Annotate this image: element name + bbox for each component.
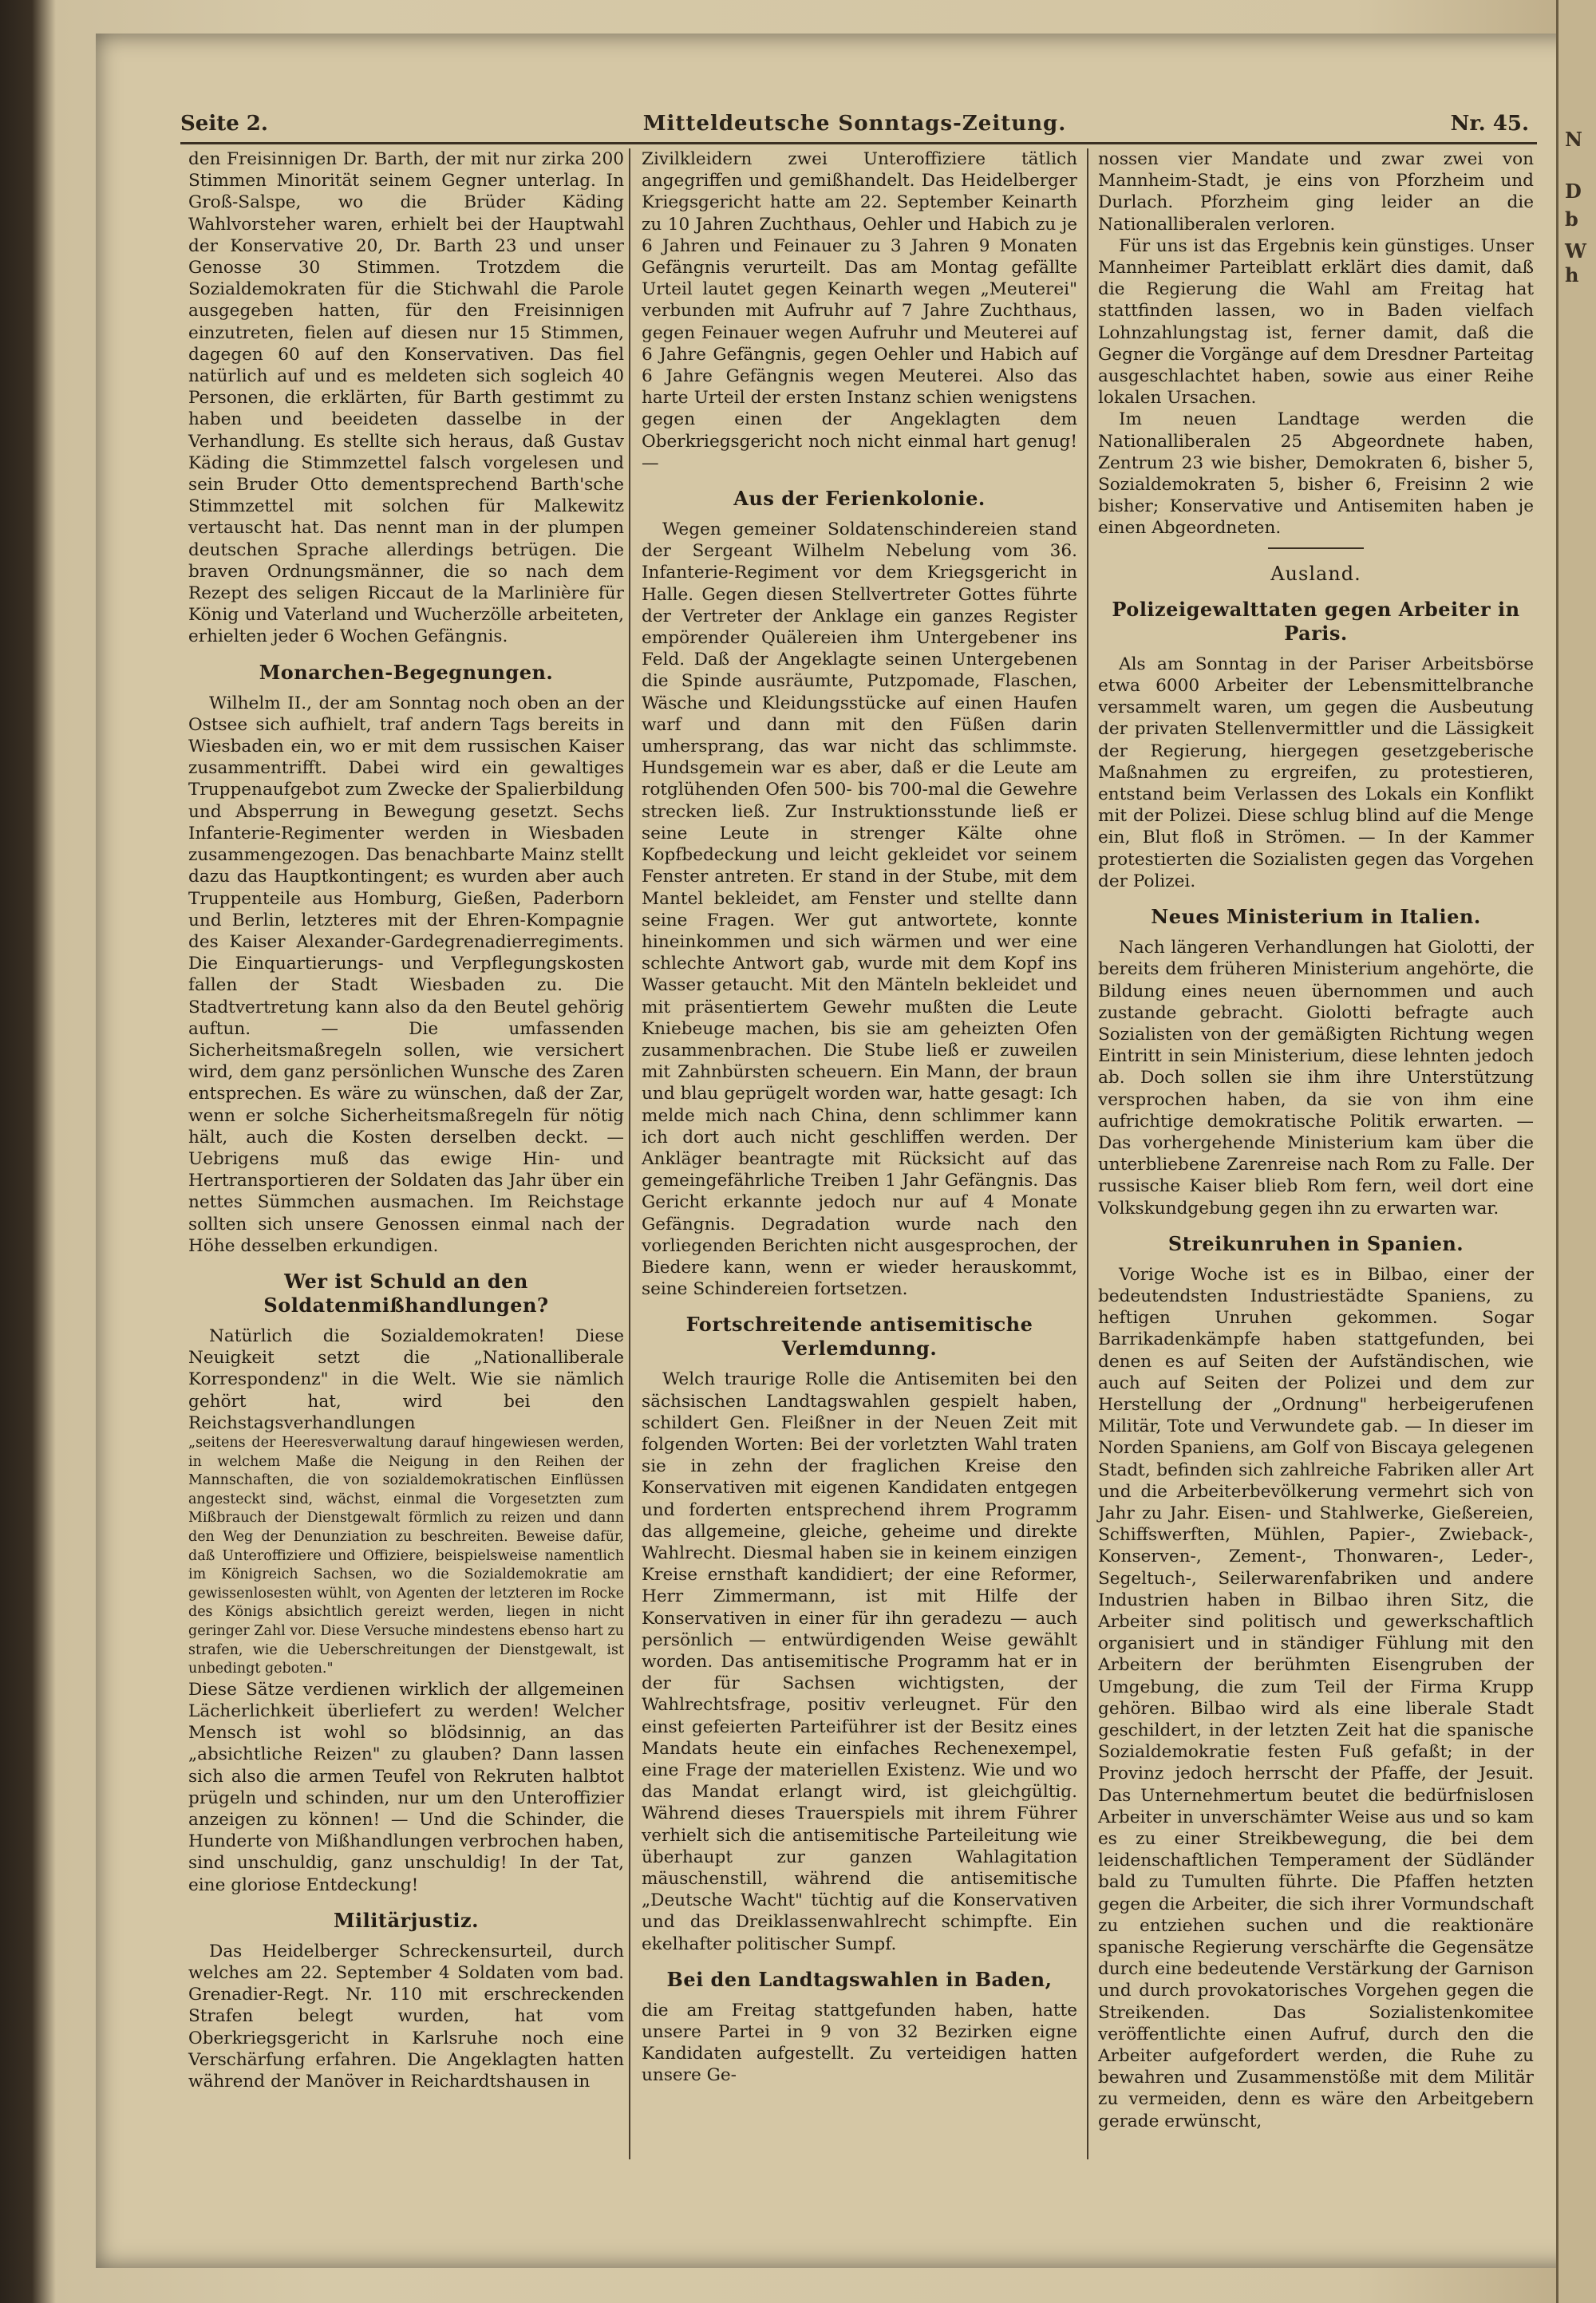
article-text: Zivilkleidern zwei Unteroffiziere tätlich angegriffen und gemißhandelt. Das Heidelberger Kriegsgericht hatte am 22. September Keinarth zu 10 Jahren Zuchthaus, Oehler und Habich zu je 6 Jahren und Feinauer zu 3 Jahren 9 Monaten Gefängnis verurteilt. Das am Montag gefällte Urteil lautet gegen Keinarth wegen „Meuterei" verbunden mit Aufruhr auf 7 Jahre Zuchthaus, gegen Feinauer wegen Aufruhr und Meuterei auf 6 Jahre Gefängnis, gegen Oehler und Habich auf 6 Jahre Gefängnis wegen Meuterei. Also das harte Urteil der ersten Instanz schien wenigstens gegen einen der Angeklagten dem Oberkriegsgericht noch nicht einmal hart genug! — xyxy=(642,149,1077,473)
section-title: Ausland. xyxy=(1270,562,1361,585)
article-text: Wegen gemeiner Soldatenschindereien stand der Sergeant Wilhelm Nebelung vom 36. Infanterie-Regiment vor dem Kriegsgericht in Halle. Gegen diesen Stellvertreter Gottes führte der Vertreter der Anklage ein ganzes Register empörender Quälereien ihm Untergebener ins Feld. Daß der Angeklagte seinen Untergebenen die Spinde ausräumte, Putzpomade, Flaschen, Wäsche und Kleidungsstücke auf einen Haufen warf und dann mit den Füßen darin umhersprang, das war nicht das schlimmste. Hundsgemein war es aber, daß er die Leute am rotglühenden Ofen 500- bis 700-mal die Gewehre strecken ließ. Zur Instruktionsstunde ließ er seine Leute in strenger Kälte ohne Kopfbedeckung und leicht gekleidet vor seinem Fenster antreten. Er stand in der Stube, mit dem Mantel bekleidet, am Fenster und stellte dann seine Fragen. Wer gut antwortete, konnte hineinkommen und sich wärmen und wer eine schlechte Antwort gab, wurde mit dem Kopf ins Wasser getaucht. Mit den Mänteln bekleidet und mit präsentiertem Gewehr mußten die Leute Kniebeuge machen, bis sie am geheizten Ofen zusammenbrachen. Die Stube ließ er zuweilen mit Zahnbürsten scheuern. Ein Mann, der braun und blau geprügelt worden war, hatte gesagt: Ich melde mich nach China, denn schlimmer kann ich dort auch nicht geschliffen werden. Der Ankläger beantragte mit Rücksicht auf das gemeingefährliche Treiben 1 Jahr Gefängnis. Das Gericht erkannte jedoch nur auf 4 Monate Gefängnis. Degradation wurde nach den vorliegenden Berichten nicht ausgesprochen, der Biedere kann, wenn er wieder herauskommt, seine Schindereien fortsetzen. xyxy=(642,519,1077,1300)
newspaper-title: Mitteldeutsche Sonntags-Zeitung. xyxy=(642,112,1067,136)
article-headline: Bei den Landtagswahlen in Baden, xyxy=(666,1967,1053,1991)
issue-number: Nr. 45. xyxy=(1450,112,1529,136)
column-1 xyxy=(188,148,624,2092)
article-headline: Aus der Ferienkolonie. xyxy=(733,487,986,511)
article-text: Diese Sätze verdienen wirklich der allgemeinen Lächerlichkeit überliefert zu werden! Welcher Mensch ist wohl so blödsinnig, an das „absichtliche Reizen" zu glauben? Dann lassen sich also die armen Teufel von Rekruten halbtot prügeln und schinden, nur um den Unteroffizier anzeigen zu können! — Und die Schinder, die Hunderte von Mißhandlungen verbrochen haben, sind unschuldig, ganz unschuldig! In der Tat, eine gloriose Entdeckung! xyxy=(188,1679,624,1895)
article-headline: Wer ist Schuld an den Soldatenmißhandlungen? xyxy=(263,1269,549,1317)
article-text: nossen vier Mandate und zwar zwei von Mannheim-Stadt, je eins von Pforzheim und Durlach. Pforzheim ging leider an die Nationalliberalen verloren. xyxy=(1098,149,1534,235)
edge-letter: W xyxy=(1565,239,1586,263)
article-text: Vorige Woche ist es in Bilbao, einer der bedeutendsten Industriestädte Spaniens, zu heftigen Unruhen gekommen. Sogar Barrikadenkämpfe haben stattgefunden, bei denen es auf Seiten der Aufständischen, wie auch auf Seiten der Polizei und dem zur Herstellung der „Ordnung" herbeigerufenen Militär, Tote und Verwundete gab. — In dieser im Norden Spaniens, am Golf von Biscaya gelegenen Stadt, befinden sich zahlreiche Fabriken aller Art und die Arbeiterbevölkerung vermehrt sich von Jahr zu Jahr. Eisen- und Stahlwerke, Gießereien, Schiffswerften, Mühlen, Papier-, Zwieback-, Konserven-, Zement-, Thonwaren-, Leder-, Segeltuch-, Seilerwarenfabriken und andere Industrien haben in Bilbao ihren Sitz, die Arbeiter sind politisch und gewerkschaftlich organisiert und in ständiger Fühlung mit den Arbeitern der berühmten Eisengruben der Umgebung, die zum Teil der Firma Krupp gehören. Bilbao wird als eine liberale Stadt geschildert, in der letzten Zeit hat die spanische Sozialdemokratie festen Fuß gefaßt; in der Provinz jedoch herrscht der Pfaffe, der Jesuit. Das Unternehmertum beutet die bedürfnislosen Arbeiter in unverschämter Weise aus und so kam es zu einer Streikbewegung, die bei dem leidenschaftlichen Temperament der Südländer bald zu Tumulten führte. Die Pfaffen hetzten gegen die Arbeiter, die sich ihrer Vormundschaft zu entziehen suchen und die reaktionäre spanische Regierung verschärfte die Gegensätze durch eine bedeutende Verstärkung der Garnison und durch provokatorisches Vorgehen gegen die Streikenden. Das Sozialistenkomitee veröffentlichte einen Aufruf, durch den die Arbeiter aufgefordert werden, die Ruhe zu bewahren und Zusammenstöße mit dem Militär zu vermeiden, denn es wäre den Arbeitgebern gerade erwünscht, xyxy=(1098,1264,1534,2131)
edge-letter: D xyxy=(1565,180,1582,203)
header-rule xyxy=(180,142,1537,144)
page-number: Seite 2. xyxy=(180,112,268,136)
edge-letter: b xyxy=(1565,207,1578,231)
column-2 xyxy=(642,148,1077,2087)
article-text: den Freisinnigen Dr. Barth, der mit nur zirka 200 Stimmen Minorität seinem Gegner unterlag. In Groß-Salspe, wo die Brüder Käding Wahlvorsteher waren, erhielt bei der Hauptwahl der Konservative 20, Dr. Barth 23 und unser Genosse 30 Stimmen. Trotzdem die Sozialdemokraten für die Stichwahl die Parole ausgegeben hatten, für den Freisinnigen einzutreten, fielen auf diesen nur 15 Stimmen, dagegen 60 auf den Konservativen. Das fiel natürlich auf und es meldeten sich sogleich 40 Personen, die erklärten, für Barth gestimmt zu haben und beeideten dasselbe in der Verhandlung. Es stellte sich heraus, daß Gustav Käding die Stimmzettel falsch vorgelesen und sein Bruder Otto dementsprechend Barth'sche Stimmzettel mit solchen für Malkewitz vertauscht hat. Das nennt man in der plumpen deutschen Sprache allerdings betrügen. Die braven Ordnungsmänner, die so nach dem Rezept des seligen Riccaut de la Marlinière für König und Vaterland und Wucherzölle arbeiteten, erhielten jeder 6 Wochen Gefängnis. xyxy=(188,149,624,647)
article-text: die am Freitag stattgefunden haben, hatte unsere Partei in 9 von 32 Bezirken eigne Kandidaten aufgestellt. Zu verteidigen hatten unsere Ge- xyxy=(642,2000,1077,2086)
edge-letter: N xyxy=(1565,128,1582,151)
article-text: Für uns ist das Ergebnis kein günstiges. Unser Mannheimer Parteiblatt erklärt dies damit, daß die Regierung die Wahl am Freitag hat stattfinden lassen, wo in Baden vielfach Lohnzahlungstag ist, ferner damit, daß die Gegner die Vorgänge auf dem Dresdner Parteitag ausgeschlachtet haben, sowie aus einer Reihe lokalen Ursachen. xyxy=(1098,235,1534,409)
column-divider xyxy=(1087,148,1088,2159)
article-headline: Neues Ministerium in Italien. xyxy=(1151,905,1481,929)
article-headline: Monarchen-Begegnungen. xyxy=(259,660,554,684)
article-text: Im neuen Landtage werden die Nationalliberalen 25 Abgeordnete haben, Zentrum 23 wie bisher, Demokraten 6, bisher 5, Sozialdemokraten 5, bisher 6, Freisinn 2 wie bisher; Konservative und Antisemiten haben je einen Abgeordneten. xyxy=(1098,409,1534,539)
next-page-edge xyxy=(1556,0,1596,2303)
column-divider xyxy=(629,148,630,2159)
article-text: Natürlich die Sozialdemokraten! Diese Neuigkeit setzt die „Nationalliberale Korrespondenz" in die Welt. Wie sie nämlich gehört hat, wird bei den Reichstagsverhandlungen xyxy=(188,1325,624,1433)
section-rule xyxy=(1268,547,1364,549)
edge-letter: h xyxy=(1565,263,1579,286)
column-3 xyxy=(1098,148,1534,2132)
article-headline: Streikunruhen in Spanien. xyxy=(1167,1231,1464,1255)
article-headline: Militärjustiz. xyxy=(333,1908,480,1932)
article-headline: Polizeigewalttaten gegen Arbeiter in Paris. xyxy=(1112,597,1520,645)
article-headline: Fortschreitende antisemitische Verlemdunng. xyxy=(685,1313,1033,1361)
article-text: Als am Sonntag in der Pariser Arbeitsbörse etwa 6000 Arbeiter der Lebensmittelbranche versammelt waren, um gegen die Ausbeutung der privaten Stellenvermittler und die Lässigkeit der Regierung, hiergegen gesetzgeberische Maßnahmen zu ergreifen, zu protestieren, entstand beim Verlassen des Lokals ein Konflikt mit der Polizei. Diese schlug blind auf die Menge ein, Blut floß in Strömen. — In der Kammer protestierten die Sozialisten gegen das Vorgehen der Polizei. xyxy=(1098,654,1534,891)
article-text: Welch traurige Rolle die Antisemiten bei den sächsischen Landtagswahlen gespielt haben, schildert Gen. Fleißner in der Neuen Zeit mit folgenden Worten: Bei der vorletzten Wahl traten sie in zehn der fraglichen Kreise den Konservativen mit eigenen Kandidaten entgegen und forderten entsprechend ihrem Programm das allgemeine, gleiche, geheime und direkte Wahlrecht. Diesmal haben sie in keinem einzigen Kreise ernsthaft kandidiert; der eine Reformer, Herr Zimmermann, ist mit Hilfe der Konservativen in einer für ihn geradezu — auch persönlich — entwürdigenden Weise gewählt worden. Das antisemitische Programm hat er in der für Sachsen wichtigsten, der Wahlrechtsfrage, positiv verleugnet. Für den einst gefeierten Parteiführer ist der Besitz eines Mandats heute ein einfaches Rechenexempel, eine Frage der materiellen Existenz. Wie und wo das Mandat erlangt wird, ist gleichgültig. Während dieses Trauerspiels mit ihrem Führer verhielt sich die antisemitische Parteileitung wie überhaupt zur ganzen Wahlagitation mäuschenstill, während die antisemitische „Deutsche Wacht" tüchtig auf die Konservativen und das Dreiklassenwahlrecht schimpfte. Ein ekelhafter politischer Sumpf. xyxy=(642,1369,1077,1954)
article-text: Wilhelm II., der am Sonntag noch oben an der Ostsee sich aufhielt, traf andern Tags bereits in Wiesbaden ein, wo er mit dem russischen Kaiser zusammentrifft. Dabei wird ein gewaltiges Truppenaufgebot zum Zwecke der Spalierbildung und Absperrung in Bewegung gesetzt. Sechs Infanterie-Regimenter werden in Wiesbaden zusammengezogen. Das benachbarte Mainz stellt dazu das Hauptkontingent; es wurden aber auch Truppenteile aus Homburg, Gießen, Paderborn und Berlin, letzteres mit der Ehren-Kompagnie des Kaiser Alexander-Gardegrenadierregiments. Die Einquartierungs- und Verpflegungskosten fallen der Stadt Wiesbaden zu. Die Stadtvertretung kann also da den Beutel gehörig auftun. — Die umfassenden Sicherheitsmaßregeln sollen, wie versichert wird, dem ganz persönlichen Wunsche des Zaren entsprechen. Es wäre zu wünschen, daß der Zar, wenn er solche Sicherheitsmaßregeln für nötig hält, auch die Kosten derselben deckt. — Uebrigens muß das ewige Hin- und Hertransportieren der Soldaten das Jahr über ein nettes Sümmchen ausmachen. Im Reichstage sollten sich unsere Genossen einmal nach der Höhe desselben erkundigen. xyxy=(188,693,624,1256)
quotation-text: „seitens der Heeresverwaltung darauf hingewiesen werden, in welchem Maße die Neigung in den Reihen der Mannschaften, die von sozialdemokratischen Einflüssen angesteckt sind, wächst, einmal die Vorgesetzten zum Mißbrauch der Dienstgewalt förmlich zu reizen und dann den Weg der Denunziation zu beschreiten. Beweise dafür, daß Unteroffiziere und Offiziere, beispielsweise namentlich im Königreich Sachsen, wo die Sozialdemokratie am gewissenlosesten wühlt, von Agenten der letzteren im Rocke des Königs absichtlich gereizt werden, liegen in nicht geringer Zahl vor. Diese Versuche mindestens ebenso hart zu strafen, wie die Ueberschreitungen der Dienstgewalt, ist unbedingt geboten." xyxy=(188,1434,624,1677)
article-text: Das Heidelberger Schreckensurteil, durch welches am 22. September 4 Soldaten vom bad. Grenadier-Regt. Nr. 110 mit erschreckenden Strafen belegt wurden, hat vom Oberkriegsgericht in Karlsruhe noch eine Verschärfung erfahren. Die Angeklagten hatten während der Manöver in Reichardtshausen in xyxy=(188,1941,624,2092)
page-header xyxy=(180,112,1529,144)
article-text: Nach längeren Verhandlungen hat Giolotti, der bereits dem früheren Ministerium angehörte, die Bildung eines neuen übernommen und auch zustande gebracht. Giolotti befragte auch Sozialisten von der gemäßigten Richtung wegen Eintritt in sein Ministerium, diese lehnten jedoch ab. Doch sollen sie ihm ihre Unterstützung versprochen haben, da sie von ihm eine aufrichtige demokratische Politik erwarten. — Das vorhergehende Ministerium kam über die unterbliebene Zarenreise nach Rom zu Falle. Der russische Kaiser blieb Rom fern, weil dort eine Volkskundgebung gegen ihn zu erwarten war. xyxy=(1098,938,1534,1219)
